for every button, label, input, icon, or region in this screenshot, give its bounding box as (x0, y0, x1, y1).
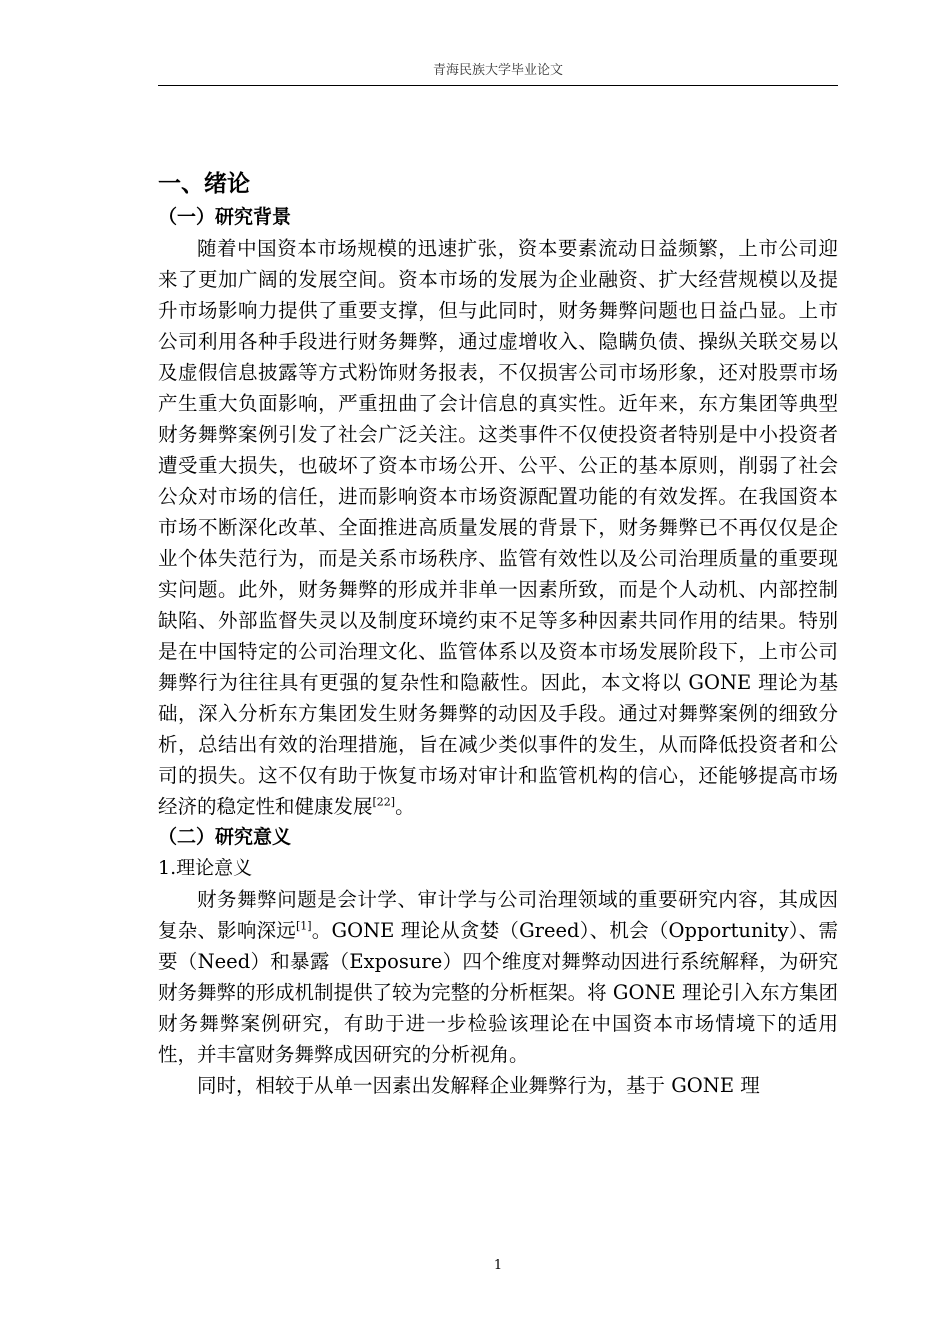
citation-22: [22] (372, 795, 396, 809)
paragraph-background (158, 233, 838, 822)
paragraph-background-text: 随着中国资本市场规模的迅速扩张，资本要素流动日益频繁，上市公司迎来了更加广阔的发展空间。资本市场的发展为企业融资、扩大经营规模以及提升市场影响力提供了重要支撑，但与此同时，财务舞弊问题也日益凸显。上市公司利用各种手段进行财务舞弊，通过虚增收入、隐瞒负债、操纵关联交易以及虚假信息披露等方式粉饰财务报表，不仅损害公司市场形象，还对股票市场产生重大负面影响，严重扭曲了会计信息的真实性。近年来，东方集团等典型财务舞弊案例引发了社会广泛关注。这类事件不仅使投资者特别是中小投资者遭受重大损失，也破坏了资本市场公开、公平、公正的基本原则，削弱了社会公众对市场的信任，进而影响资本市场资源配置功能的有效发挥。在我国资本市场不断深化改革、全面推进高质量发展的背景下，财务舞弊已不再仅仅是企业个体失范行为，而是关系市场秩序、监管有效性以及公司治理质量的重要现实问题。此外，财务舞弊的形成并非单一因素所致，而是个人动机、内部控制缺陷、外部监督失灵以及制度环境约束不足等多种因素共同作用的结果。特别是在中国特定的公司治理文化、监管体系以及资本市场发展阶段下，上市公司舞弊行为往往具有更强的复杂性和隐蔽性。因此，本文将以 GONE 理论为基础，深入分析东方集团发生财务舞弊的动因及手段。通过对舞弊案例的细致分析，总结出有效的治理措施，旨在减少类似事件的发生，从而降低投资者和公司的损失。这不仅有助于恢复市场对审计和监管机构的信心，还能够提高市场经济的稳定性和健康发展 (158, 237, 838, 818)
section-title-significance: （二）研究意义 (158, 826, 292, 848)
chapter-title: 一、绪论 (158, 171, 250, 197)
paragraph-background-end: 。 (395, 795, 415, 818)
page-number: 1 (493, 1258, 503, 1273)
paragraph-theory-2: 同时，相较于从单一因素出发解释企业舞弊行为，基于 GONE 理 (197, 1074, 760, 1097)
paragraph-theory (158, 884, 838, 1070)
header-rule (158, 85, 838, 86)
section-title-background: （一）研究背景 (158, 206, 292, 228)
citation-1: [1] (296, 919, 312, 933)
paragraph-theory-text-b: 。GONE 理论从贪婪（Greed）、机会（Opportunity）、需要（Need）和暴露（Exposure）四个维度对舞弊动因进行系统解释，为研究财务舞弊的形成机制提供了较为完整的分析框架。将 GONE 理论引入东方集团财务舞弊案例研究，有助于进一步检验该理论在中国资本市场情境下的适用性，并丰富财务舞弊成因研究的分析视角。 (158, 919, 838, 1066)
subsection-title-theory: 1.理论意义 (158, 857, 253, 879)
page-header: 青海民族大学毕业论文 (432, 63, 563, 78)
page-content (158, 166, 838, 1101)
paragraph-theory-text-a: 财务舞弊问题是会计学、审计学与公司治理领域的重要研究内容，其成因复杂、影响深远 (158, 888, 838, 942)
